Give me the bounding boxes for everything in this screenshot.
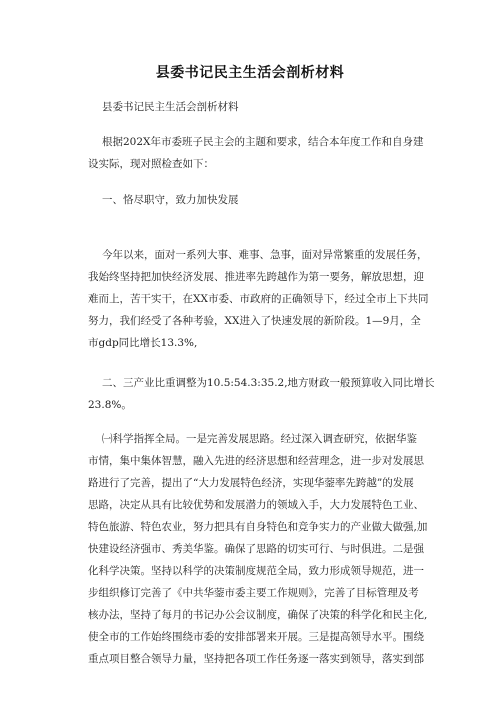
section3-line: 特色旅游、特色农业，努力把具有自身特色和竞争实力的产业做大做强,加 (88, 521, 428, 533)
section3-line: 使全市的工作始终围绕市委的安排部署来开展。三是提高领导水平。围绕 (88, 631, 424, 643)
document-subtitle (88, 96, 423, 118)
intro-line: 根据202X年市委班子民主会的主题和要求，结合本年度工作和自身建 (102, 136, 424, 148)
section3-line: ㈠科学指挥全局。一是完善发展思路。经过深入调查研究，依据华鉴 (102, 433, 417, 445)
section1-line: 今年以来，面对一系列大事、难事、急事，面对异常繁重的发展任务， (102, 249, 428, 261)
section3-line: 步组织修订完善了《中共华蓥市委主要工作规则》，完善了目标管理及考 (88, 587, 419, 599)
section1-line: 我始终坚持把加快经济发展、推进率先跨越作为第一要务，解放思想，迎 (88, 271, 424, 283)
section3-line: 市情，集中集体智慧，融入先进的经济思想和经营理念，进一步对发展思 (88, 455, 424, 467)
section3-line: 核办法，坚持了每月的书记办公会议制度，确保了决策的科学化和民主化, (88, 609, 428, 621)
section2-heading-line: 23.8%。 (88, 399, 132, 411)
intro-paragraph (88, 131, 423, 175)
section3-line: 化科学决策。坚持以科学的决策制度规范全局，致力形成领导规范，进一 (88, 565, 424, 577)
section3-line: 路进行了完善，提出了“大力发展特色经济，实现华蓥率先跨越”的发展 (88, 477, 414, 489)
section1-heading (88, 189, 423, 211)
subtitle-line: 县委书记民主生活会剖析材料 (102, 101, 239, 113)
section3-line: 重点项目整合领导力量，坚持把各项工作任务逐一落实到领导，落实到部 (88, 653, 424, 665)
intro-line: 设实际，现对照检查如下： (88, 158, 214, 170)
section1-paragraph (88, 244, 429, 354)
section1-line: 市gdp同比增长13.3%, (88, 337, 198, 349)
section3-paragraph (88, 428, 428, 670)
section2-heading (88, 372, 435, 416)
section3-line: 思路，决定从具有比较优势和发展潜力的领域入手，大力发展特色工业、 (88, 499, 424, 511)
section1-line: 难而上，苦干实干，在XX市委、市政府的正确领导下，经过全市上下共同 (88, 293, 429, 305)
document-title: 县委书记民主生活会剖析材料 (155, 65, 345, 81)
section1-heading-text: 一、恪尽职守，致力加快发展 (102, 194, 239, 206)
section2-heading-line: 二、三产业比重调整为10.5:54.3:35.2,地方财政一般预算收入同比增长 (102, 377, 435, 389)
section1-line: 努力，我们经受了各种考验，XX进入了快速发展的新阶段。1—9月，全 (88, 315, 421, 327)
section3-line: 快建设经济强市、秀美华鉴。确保了思路的切实可行、与时俱进。二是强 (88, 543, 424, 555)
